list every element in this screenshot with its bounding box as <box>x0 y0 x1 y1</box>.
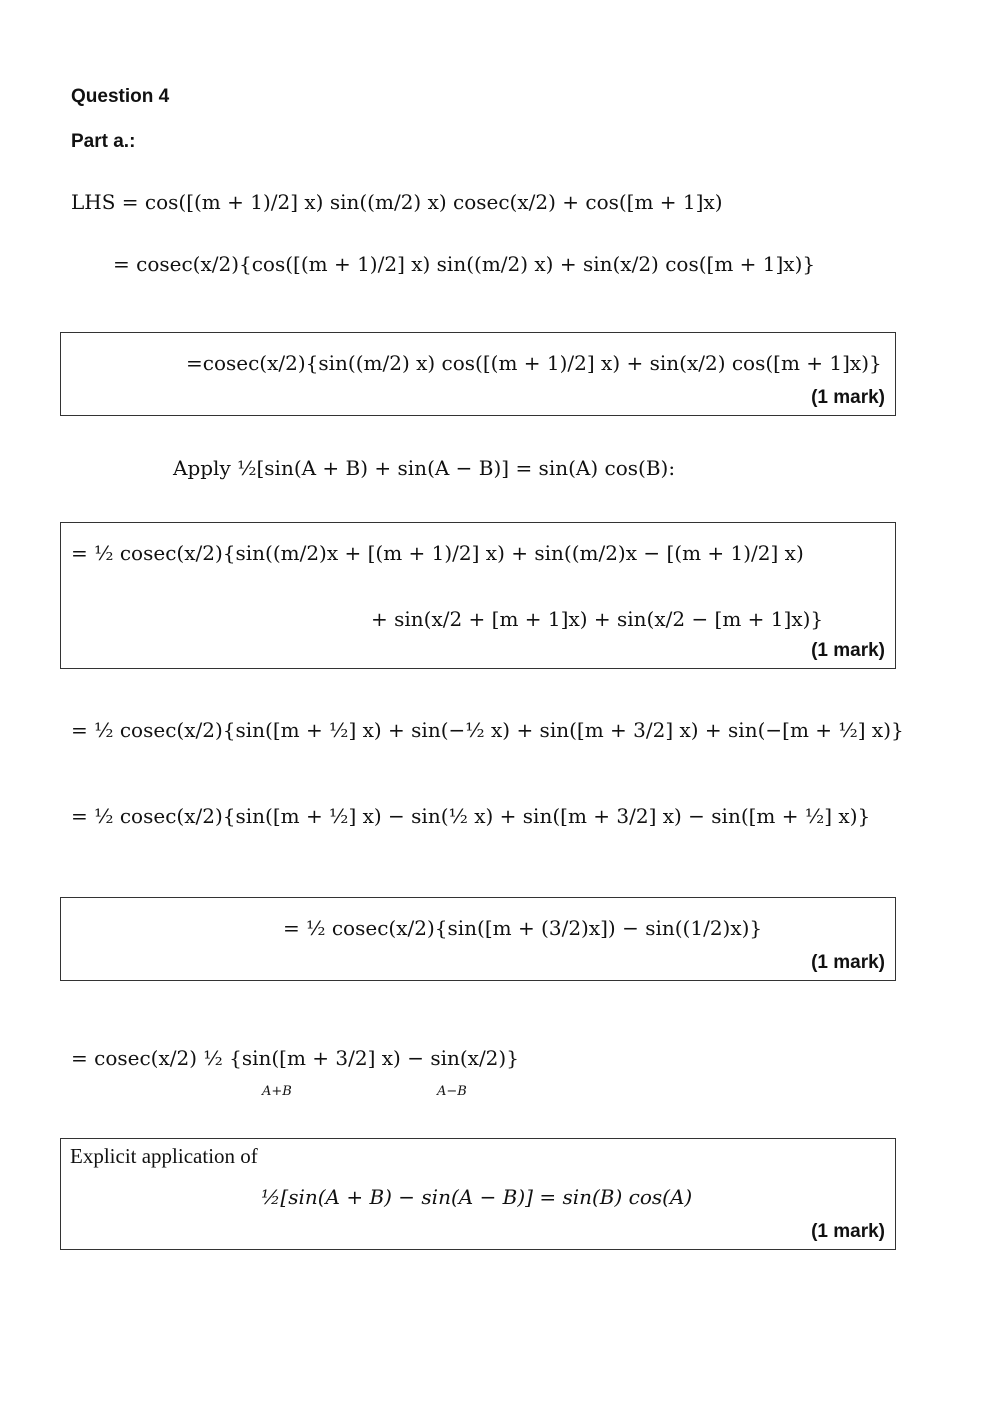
mark-label: (1 mark) <box>811 640 885 661</box>
equation-step-1: = cosec(x/2){cos([(m + 1)/2] x) sin((m/2) x) + sin(x/2) cos([m + 1]x)} <box>113 252 816 276</box>
answer-box-3 <box>60 897 896 981</box>
brace-label-a-plus-b: A+B <box>262 1084 292 1099</box>
equation-box-4: ½[sin(A + B) − sin(A − B)] = sin(B) cos(A) <box>261 1185 693 1209</box>
equation-step-3: = ½ cosec(x/2){sin([m + ½] x) + sin(−½ x) + sin([m + 3/2] x) + sin(−[m + ½] x)} <box>71 718 904 742</box>
equation-step-5: = cosec(x/2) ½ {sin([m + 3/2] x) − sin(x/2)} <box>71 1046 519 1070</box>
answer-box-2 <box>60 522 896 669</box>
equation-box-2-line-1: = ½ cosec(x/2){sin((m/2)x + [(m + 1)/2] x) + sin((m/2)x − [(m + 1)/2] x) <box>71 541 804 565</box>
part-title: Part a.: <box>71 131 136 152</box>
brace-label-a-minus-b: A−B <box>437 1084 467 1099</box>
apply-identity-line: Apply ½[sin(A + B) + sin(A − B)] = sin(A) cos(B): <box>173 456 676 480</box>
mark-label: (1 mark) <box>811 1221 885 1242</box>
equation-box-1: =cosec(x/2){sin((m/2) x) cos([(m + 1)/2] x) + sin(x/2) cos([m + 1]x)} <box>186 351 882 375</box>
question-title: Question 4 <box>71 86 170 107</box>
mark-label: (1 mark) <box>811 952 885 973</box>
explicit-application-text: Explicit application of <box>70 1144 258 1168</box>
equation-box-3: = ½ cosec(x/2){sin([m + (3/2)x]) − sin((1/2)x)} <box>283 916 763 940</box>
equation-step-4: = ½ cosec(x/2){sin([m + ½] x) − sin(½ x) + sin([m + 3/2] x) − sin([m + ½] x)} <box>71 804 871 828</box>
answer-box-1 <box>60 332 896 416</box>
equation-lhs: LHS = cos([(m + 1)/2] x) sin((m/2) x) cosec(x/2) + cos([m + 1]x) <box>71 190 723 214</box>
mark-label: (1 mark) <box>811 387 885 408</box>
equation-box-2-line-2: + sin(x/2 + [m + 1]x) + sin(x/2 − [m + 1]x)} <box>371 607 824 631</box>
answer-box-4 <box>60 1138 896 1250</box>
